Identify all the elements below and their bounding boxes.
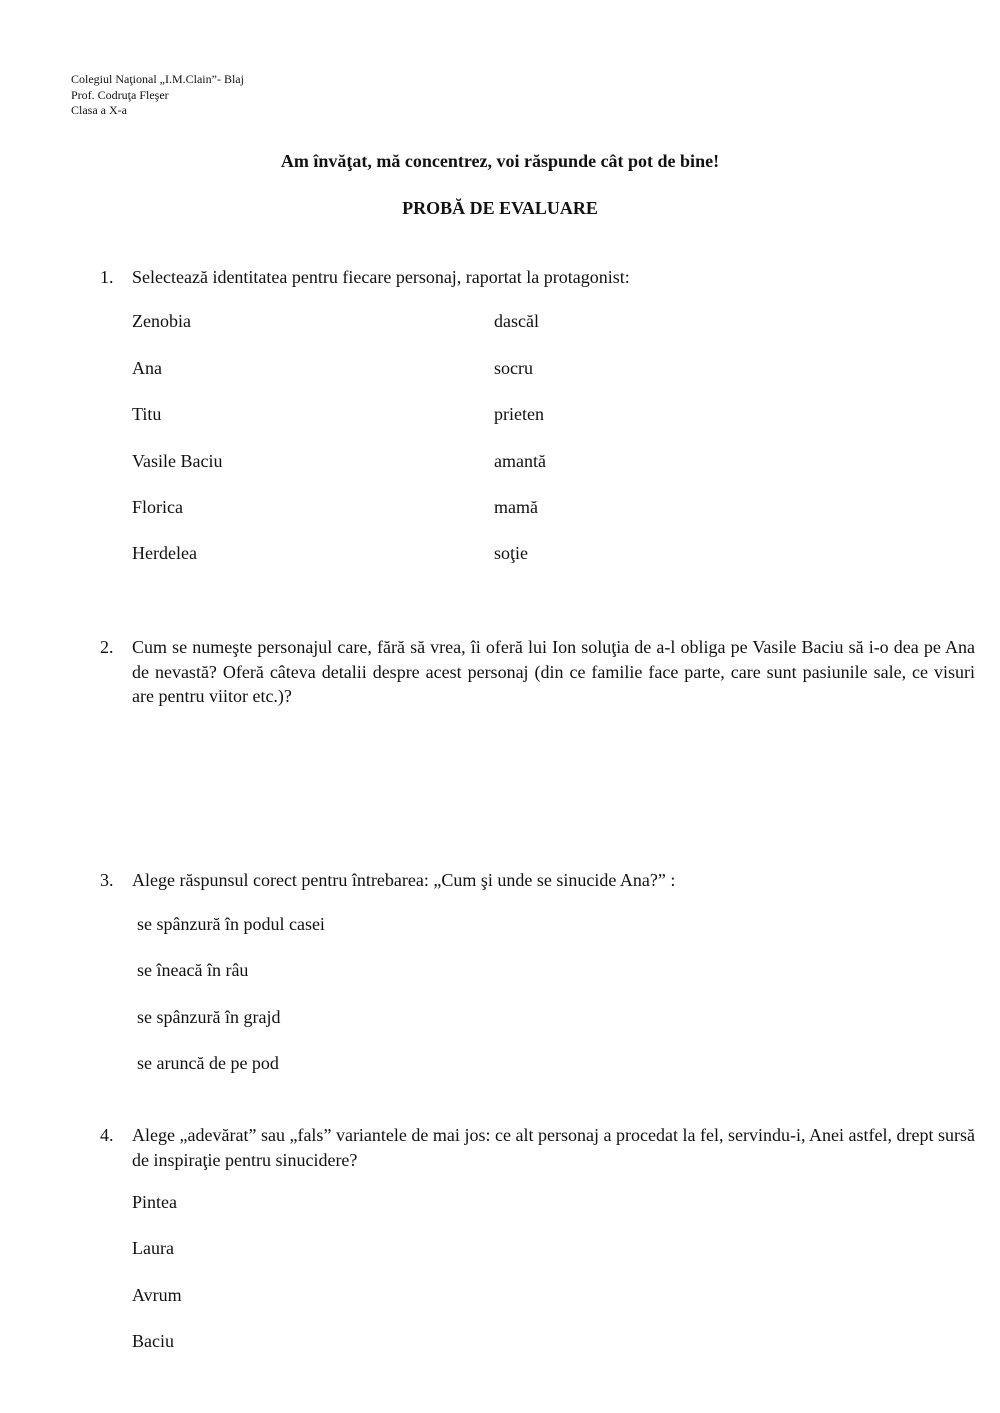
role-item[interactable]: dascăl [494, 311, 539, 331]
class-name: Clasa a X-a [71, 103, 127, 117]
role-item[interactable]: socru [494, 358, 533, 378]
question-2 [100, 635, 975, 709]
character-item[interactable]: Ana [132, 358, 162, 378]
role-item[interactable]: prieten [494, 404, 544, 424]
character-item[interactable]: Vasile Baciu [132, 451, 223, 471]
role-item[interactable]: amantă [494, 451, 546, 471]
school-name: Colegiul Naţional „I.M.Clain”- Blaj [71, 72, 244, 86]
true-false-option[interactable]: Avrum [132, 1285, 182, 1305]
teacher-name: Prof. Codruţa Fleşer [71, 87, 169, 102]
true-false-option[interactable]: Pintea [132, 1192, 177, 1212]
question-text: Alege răspunsul corect pentru întrebarea: „Cum şi unde se sinucide Ana?” : [132, 870, 676, 890]
role-item[interactable]: mamă [494, 497, 538, 517]
answer-option[interactable]: se spânzură în podul casei [137, 914, 325, 934]
question-text: Cum se numeşte personajul care, fără să vrea, îi oferă lui Ion soluţia de a-l obliga pe Vasile Baciu să i-o dea pe Ana de nevastă? Oferă câteva detalii despre acest personaj (din ce familie face parte, care sunt pasiunile sale, ce visuri are pentru viitor etc.)? [132, 637, 975, 706]
question-number: 2. [100, 637, 114, 657]
true-false-option[interactable]: Laura [132, 1238, 174, 1258]
question-number: 3. [100, 870, 114, 890]
motto: Am învăţat, mă concentrez, voi răspunde cât pot de bine! [280, 151, 720, 171]
character-item[interactable]: Florica [132, 497, 183, 517]
question-number: 4. [100, 1125, 114, 1145]
question-4 [100, 1123, 975, 1172]
answer-option[interactable]: se spânzură în grajd [137, 1007, 281, 1027]
question-3 [100, 868, 975, 893]
answer-option[interactable]: se îneacă în râu [137, 960, 249, 980]
document-header [71, 72, 244, 119]
page-title: PROBĂ DE EVALUARE [402, 198, 598, 218]
question-text: Selectează identitatea pentru fiecare personaj, raportat la protagonist: [132, 267, 630, 287]
question-1 [100, 265, 975, 290]
role-item[interactable]: soţie [494, 543, 528, 563]
question-number: 1. [100, 267, 114, 287]
true-false-option[interactable]: Baciu [132, 1331, 174, 1351]
question-text: Alege „adevărat” sau „fals” variantele de mai jos: ce alt personaj a procedat la fel, servindu-i, Anei astfel, drept sursă de inspiraţie pentru sinucidere? [132, 1125, 975, 1170]
character-item[interactable]: Titu [132, 404, 162, 424]
character-item[interactable]: Herdelea [132, 543, 197, 563]
answer-option[interactable]: se aruncă de pe pod [137, 1053, 279, 1073]
character-item[interactable]: Zenobia [132, 311, 191, 331]
